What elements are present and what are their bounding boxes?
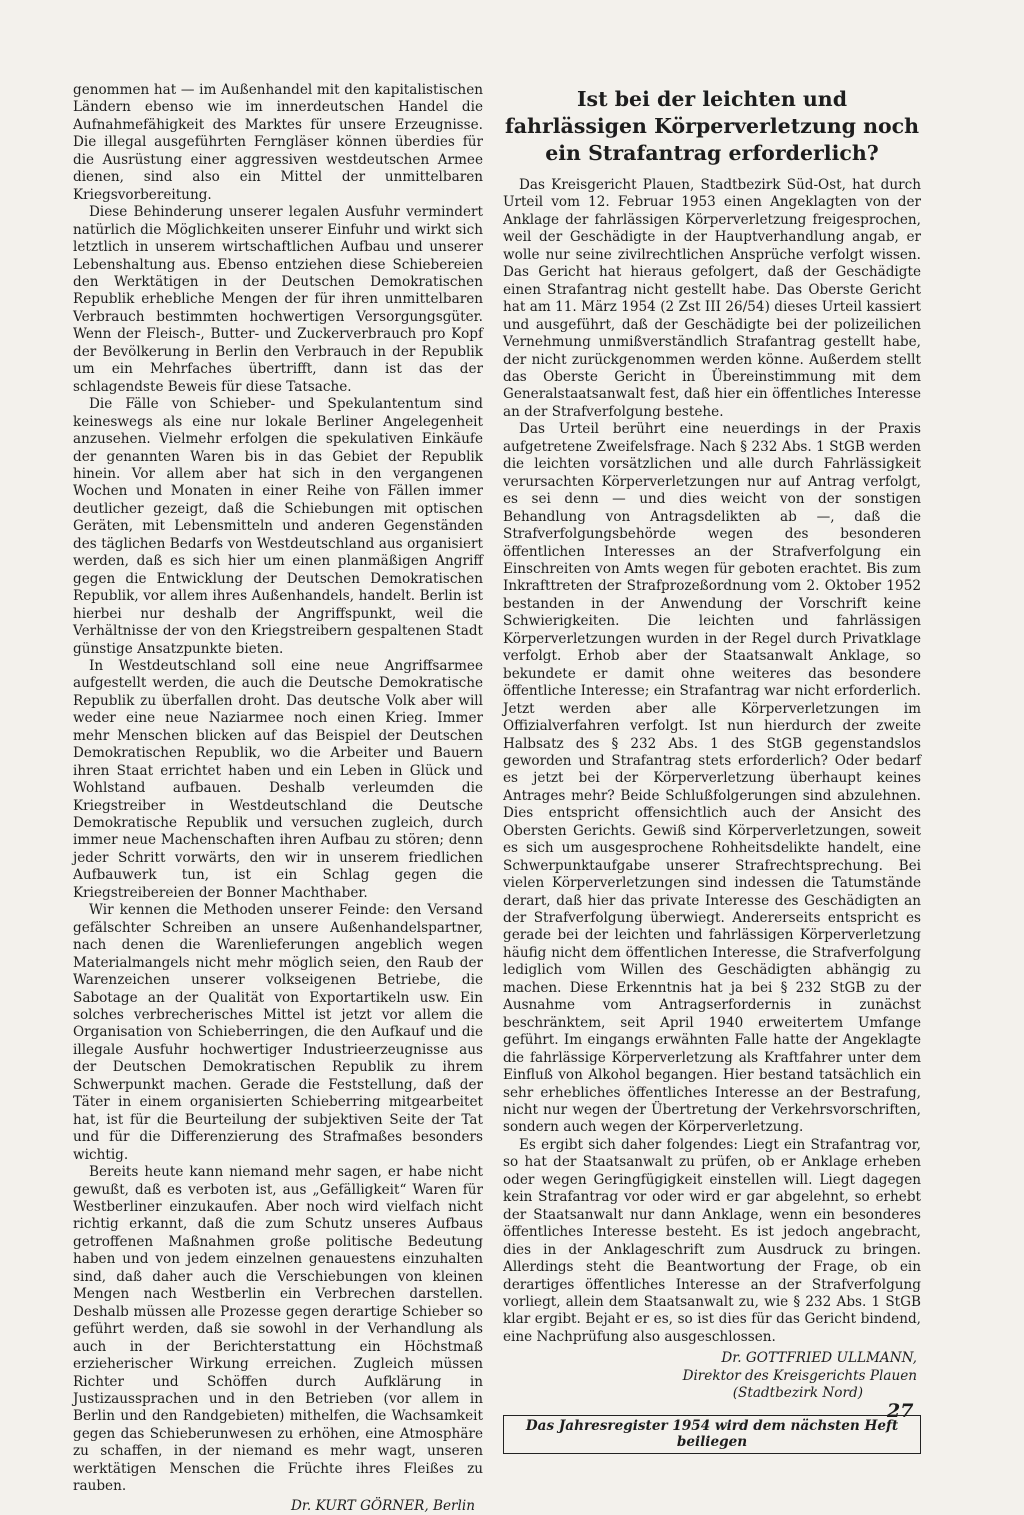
author-district: (Stadtbezirk Nord) [732,1385,863,1402]
author-signature: Dr. KURT GÖRNER, Berlin [291,1497,475,1514]
article-paragraph: Die Fälle von Schieber- und Spekulantentum sind keineswegs als eine nur lokale Berliner Angelegenheit anzusehen. Vielmehr erfolgen die spekulativen Einkäufe der genannten Waren bis in das Gebiet der Republik hinein. Vor allem aber hat sich in den vergangenen Wochen und Monaten in einer Reihe von Fällen immer deutlicher gezeigt, daß die Schiebungen mit optischen Geräten, mit Lebensmitteln und anderen Gegenständen des täglichen Bedarfs von Westdeutschland aus organisiert werden, daß es sich hier um einen planmäßigen Angriff gegen die Entwicklung der Deutschen Demokratischen Republik, vor allem ihres Außenhandels, handelt. Berlin ist hierbei nur deshalb der Angriffspunkt, weil die Verhältnisse der von den Kriegstreibern gespaltenen Stadt günstige Ansatzpunkte bieten. [73,396,483,657]
right-column [503,82,921,1454]
author-name: Dr. GOTTFRIED ULLMANN, [721,1350,917,1367]
article-paragraph: Es ergibt sich daher folgendes: Liegt ein Strafantrag vor, so hat der Staatsanwalt zu prüfen, ob er Anklage erheben oder wegen Geringfügigkeit einstellen will. Liegt dagegen kein Strafantrag vor oder wird er gar abgelehnt, so erhebt der Staatsanwalt nur dann Anklage, wenn ein besonderes öffentliches Interesse besteht. Es ist jedoch angebracht, dies in der Anklageschrift zum Ausdruck zu bringen. Allerdings steht die Beantwortung der Frage, ob ein derartiges öffentliches Interesse an der Strafverfolgung vorliegt, allein dem Staatsanwalt zu, wie § 232 Abs. 1 StGB klar ergibt. Bejaht er es, so ist dies für das Gericht bindend, eine Nachprüfung also ausgeschlossen. [503,1136,921,1345]
article-paragraph: genommen hat — im Außenhandel mit den kapitalistischen Ländern ebenso wie im innerdeutschen Handel die Aufnahmefähigkeit des Marktes für unsere Erzeugnisse. Die illegal ausgeführten Ferngläser können überdies für die Ausrüstung einer aggressiven westdeutschen Armee dienen, sind also ein Mittel der unmittelbaren Kriegsvorbereitung. [73,82,483,203]
article-paragraph: Das Kreisgericht Plauen, Stadtbezirk Süd-Ost, hat durch Urteil vom 12. Februar 1953 einen Angeklagten von der Anklage der fahrlässigen Körperverletzung freigesprochen, weil der Geschädigte in der Hauptverhandlung angab, er wolle nur seine zivilrechtlichen Ansprüche verfolgt wissen. Das Gericht hat hieraus gefolgert, daß der Geschädigte einen Strafantrag nicht gestellt habe. Das Oberste Gericht hat am 11. März 1954 (2 Zst III 26/54) dieses Urteil kassiert und ausgeführt, daß der Geschädigte bei der polizeilichen Vernehmung unmißverständlich Strafantrag gestellt habe, der nicht zurückgenommen werden könne. Außerdem stellt das Oberste Gericht in Übereinstimmung mit dem Generalstaatsanwalt fest, daß hier ein öffentliches Interesse an der Strafverfolgung bestehe. [503,177,921,420]
article-headline: Ist bei der leichten und fahrlässigen Körperverletzung noch ein Strafantrag erforderlich? [504,87,920,165]
article-paragraph: In Westdeutschland soll eine neue Angriffsarmee aufgestellt werden, die auch die Deutsche Demokratische Republik zu überfallen droht. Das deutsche Volk aber will weder eine neue Naziarmee noch einen Krieg. Immer mehr Menschen blicken auf das Beispiel der Deutschen Demokratischen Republik, wo die Arbeiter und Bauern ihren Staat errichtet haben und ein Leben in Glück und Wohlstand aufbauen. Deshalb verleumden die Kriegstreiber in Westdeutschland die Deutsche Demokratische Republik und versuchen zugleich, durch immer neue Machenschaften ihren Aufbau zu stören; denn jeder Schritt vorwärts, den wir in unserem friedlichen Aufbauwerk tun, ist ein Schlag gegen die Kriegstreibereien der Bonner Machthaber. [73,657,483,901]
article-paragraph: Das Urteil berührt eine neuerdings in der Praxis aufgetretene Zweifelsfrage. Nach § 232 Abs. 1 StGB werden die leichten vorsätzlichen und alle durch Fahrlässigkeit verursachten Körperverletzungen nur auf Antrag verfolgt, es sei denn — und dies weicht von der sonstigen Behandlung von Antragsdelikten ab —, daß die Strafverfolgungsbehörde wegen des besonderen öffentlichen Interesses an der Strafverfolgung ein Einschreiten von Amts wegen für geboten erachtet. Bis zum Inkrafttreten der Strafprozeßordnung vom 2. Oktober 1952 bestanden in der Anwendung der Vorschrift keine Schwierigkeiten. Die leichten und fahrlässigen Körperverletzungen wurden in der Regel durch Privatklage verfolgt. Erhob aber der Staatsanwalt Anklage, so bekundete er damit ohne weiteres das besondere öffentliche Interesse; ein Strafantrag war nicht erforderlich. Jetzt werden aber alle Körperverletzungen im Offizialverfahren verfolgt. Ist nun hierdurch der zweite Halbsatz des § 232 Abs. 1 des StGB gegenstandslos geworden und Strafantrag stets erforderlich? Oder bedarf es jetzt bei der Körperverletzung überhaupt keines Antrages mehr? Beide Schlußfolgerungen sind abzulehnen. Dies entspricht offensichtlich auch der Ansicht des Obersten Gerichts. Gewiß sind Körperverletzungen, soweit es sich um ausgesprochene Rohheitsdelikte handelt, eine Schwerpunktaufgabe unserer Strafrechtsprechung. Bei vielen Körperverletzungen sind indessen die Tatumstände derart, daß hier das private Interesse des Geschädigten an der Strafverfolgung überwiegt. Andererseits entspricht es gerade bei der leichten und fahrlässigen Körperverletzung häufig nicht dem öffentlichen Interesse, die Strafverfolgung lediglich vom Willen des Geschädigten abhängig zu machen. Diese Erkenntnis hat ja bei § 232 StGB zu der Ausnahme vom Antragserfordernis in zunächst beschränktem, seit April 1940 erweitertem Umfange geführt. Im eingangs erwähnten Falle hatte der Angeklagte die fahrlässige Körperverletzung als Kraftfahrer unter dem Einfluß von Alkohol begangen. Hier bestand tatsächlich ein sehr erhebliches öffentliches Interesse an der Bestrafung, nicht nur wegen der Übertretung der Verkehrsvorschriften, sondern auch wegen der Körperverletzung. [503,421,921,1136]
article-paragraph: Wir kennen die Methoden unserer Feinde: den Versand gefälschter Schreiben an unsere Außenhandelspartner, nach denen die Warenlieferungen angeblich wegen Materialmangels nicht mehr möglich seien, den Raub der Warenzeichen unserer volkseigenen Betriebe, die Sabotage an der Qualität von Exportartikeln usw. Ein solches verbrecherisches Mittel ist jetzt vor allem die Organisation von Schieberringen, die den Aufkauf und die illegale Ausfuhr hochwertiger Industrieerzeugnisse aus der Deutschen Demokratischen Republik zu ihrem Schwerpunkt machen. Gerade die Feststellung, daß der Täter in einem organisierten Schieberring mitgearbeitet hat, ist für die Beurteilung der subjektiven Seite der Tat und für die Differenzierung des Strafmaßes besonders wichtig. [73,902,483,1163]
article-paragraph: Bereits heute kann niemand mehr sagen, er habe nicht gewußt, daß es verboten ist, aus „Gefälligkeit“ Waren für Westberliner einzukaufen. Aber noch wird vielfach nicht richtig erkannt, daß die zum Schutz unseres Aufbaus getroffenen Maßnahmen große politische Bedeutung haben und von jedem einzelnen genauestens einzuhalten sind, daß daher auch die Verschiebungen von kleinen Mengen nach Westberlin ein Verbrechen darstellen. Deshalb müssen alle Prozesse gegen derartige Schieber so geführt werden, daß sie sowohl in der Verhandlung als auch in der Berichterstattung ein Höchstmaß erzieherischer Wirkung erreichen. Zugleich müssen Richter und Schöffen durch Aufklärung in Justizaussprachen und in den Betrieben (vor allem in Berlin und den Randgebieten) mithelfen, die Wachsamkeit gegen das Schieberunwesen zu erhöhen, eine Atmosphäre zu schaffen, in der niemand es mehr wagt, unseren werktätigen Menschen die Früchte ihres Fleißes zu rauben. [73,1164,483,1495]
notice-box: Das Jahresregister 1954 wird dem nächsten Heft beiliegen [503,1415,921,1454]
page-number: 27 [887,1400,914,1422]
left-column [73,82,483,1515]
article-paragraph: Diese Behinderung unserer legalen Ausfuhr vermindert natürlich die Möglichkeiten unserer Einfuhr und wirkt sich letztlich in unserem wirtschaftlichen Aufbau und unserer Lebenshaltung aus. Ebenso entziehen diese Schiebereien den Werktätigen in der Deutschen Demokratischen Republik erhebliche Mengen der für ihren unmittelbaren Verbrauch bestimmten hochwertigen Versorgungsgüter. Wenn der Fleisch-, Butter- und Zuckerverbrauch pro Kopf der Bevölkerung in Berlin den Verbrauch in der Republik um ein Mehrfaches übertrifft, dann ist das der schlagendste Beweis für diese Tatsache. [73,204,483,395]
author-role: Direktor des Kreisgerichts Plauen [682,1367,917,1384]
